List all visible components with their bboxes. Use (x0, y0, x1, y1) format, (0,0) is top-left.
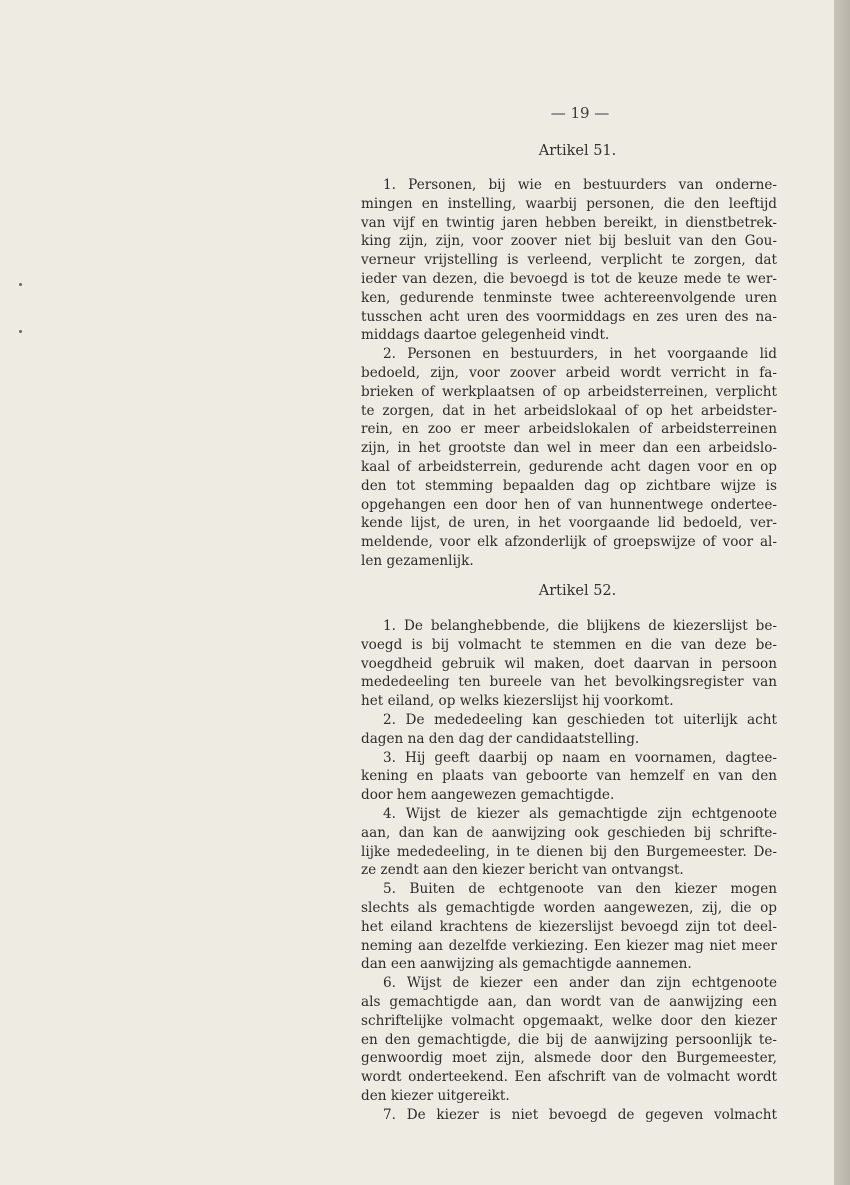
text-line: 6. Wijst de kiezer een ander dan zijn echtgenoote (383, 975, 777, 992)
text-line: lijke mededeeling, in te dienen bij den Burgemeester. De- (361, 843, 777, 860)
page-edge-shadow (834, 0, 850, 1185)
text-line: als gemachtigde aan, dan wordt van de aanwijzing een (361, 993, 777, 1010)
text-line: mededeeling ten bureele van het bevolkingsregister van (361, 674, 777, 691)
text-line: van vijf en twintig jaren hebben bereikt, in dienstbetrek- (361, 214, 777, 231)
text-line: voegdheid gebruik wil maken, doet daarvan in persoon (361, 655, 777, 672)
text-line: 2. De mededeeling kan geschieden tot uiterlijk acht (383, 711, 777, 728)
text-line: door hem aangewezen gemachtigde. (361, 787, 615, 804)
text-line: te zorgen, dat in het arbeidslokaal of op het arbeidster- (361, 402, 777, 419)
article-51-body (361, 176, 777, 571)
text-line: wordt onderteekend. Een afschrift van de volmacht wordt (361, 1069, 777, 1086)
text-line: dan een aanwijzing als gemachtigde aannemen. (361, 956, 692, 973)
article-51-title: Artikel 51. (538, 143, 617, 159)
text-line: den kiezer uitgereikt. (361, 1087, 510, 1104)
text-line: en den gemachtigde, die bij de aanwijzing persoonlijk te- (361, 1031, 777, 1048)
text-line: king zijn, zijn, voor zoover niet bij besluit van den Gou- (361, 233, 777, 250)
text-line: dagen na den dag der candidaatstelling. (361, 730, 640, 747)
text-line: brieken of werkplaatsen of op arbeidsterreinen, verplicht (361, 383, 777, 400)
text-line: meldende, voor elk afzonderlijk of groepswijze of voor al- (361, 534, 777, 551)
text-line: mingen en instelling, waarbij personen, die den leeftijd (361, 195, 777, 212)
text-line: bedoeld, zijn, voor zoover arbeid wordt verricht in fa- (361, 364, 777, 381)
article-52-title: Artikel 52. (538, 583, 617, 599)
text-line: kende lijst, de uren, in het voorgaande lid bedoeld, ver- (361, 515, 777, 532)
text-line: opgehangen een door hen of van hunnentwege ondertee- (361, 496, 777, 513)
text-line: 1. De belanghebbende, die blijkens de kiezerslijst be- (383, 618, 777, 634)
text-line: ieder van dezen, die bevoegd is tot de keuze mede te wer- (361, 270, 777, 287)
text-line: tusschen acht uren des voormiddags en zes uren des na- (361, 308, 777, 325)
text-line: 1. Personen, bij wie en bestuurders van onderne- (383, 177, 777, 193)
text-line: schriftelijke volmacht opgemaakt, welke door den kiezer (361, 1012, 777, 1029)
text-line: slechts als gemachtigde worden aangewezen, zij, die op (361, 899, 777, 916)
binding-hole-mark (19, 330, 22, 333)
article-52-body (361, 617, 777, 1125)
text-line: voegd is bij volmacht te stemmen en die van deze be- (361, 636, 777, 653)
text-line: verneur vrijstelling is verleend, verplicht te zorgen, dat (361, 252, 777, 269)
text-line: 5. Buiten de echtgenoote van den kiezer mogen (383, 881, 777, 898)
text-line: 2. Personen en bestuurders, in het voorgaande lid (383, 346, 777, 363)
text-line: ze zendt aan den kiezer bericht van ontvangst. (361, 862, 684, 879)
text-line: den tot stemming bepaalden dag op zichtbare wijze is (361, 477, 777, 494)
text-line: genwoordig moet zijn, alsmede door den Burgemeester, (361, 1050, 777, 1067)
text-line: middags daartoe gelegenheid vindt. (361, 327, 610, 344)
text-line: zijn, in het grootste dan wel in meer dan een arbeidslo- (361, 440, 777, 457)
text-line: kening en plaats van geboorte van hemzelf en van den (361, 768, 777, 785)
page-number: — 19 — (550, 104, 610, 122)
text-line: aan, dan kan de aanwijzing ook geschieden bij schrifte- (361, 824, 777, 841)
text-line: 7. De kiezer is niet bevoegd de gegeven volmacht (383, 1106, 777, 1123)
text-line: neming aan dezelfde verkiezing. Een kiezer mag niet meer (361, 937, 777, 954)
text-line: rein, en zoo er meer arbeidslokalen of arbeidsterreinen (361, 421, 777, 438)
text-line: 3. Hij geeft daarbij op naam en voornamen, dagtee- (383, 749, 777, 766)
text-line: het eiland krachtens de kiezerslijst bevoegd zijn tot deel- (361, 918, 777, 935)
text-line: ken, gedurende tenminste twee achtereenvolgende uren (361, 289, 777, 306)
text-line: len gezamenlijk. (361, 552, 474, 569)
binding-hole-mark (19, 283, 22, 286)
text-line: het eiland, op welks kiezerslijst hij voorkomt. (361, 693, 674, 710)
text-line: 4. Wijst de kiezer als gemachtigde zijn echtgenoote (383, 805, 777, 822)
text-line: kaal of arbeidsterrein, gedurende acht dagen voor en op (361, 458, 777, 475)
